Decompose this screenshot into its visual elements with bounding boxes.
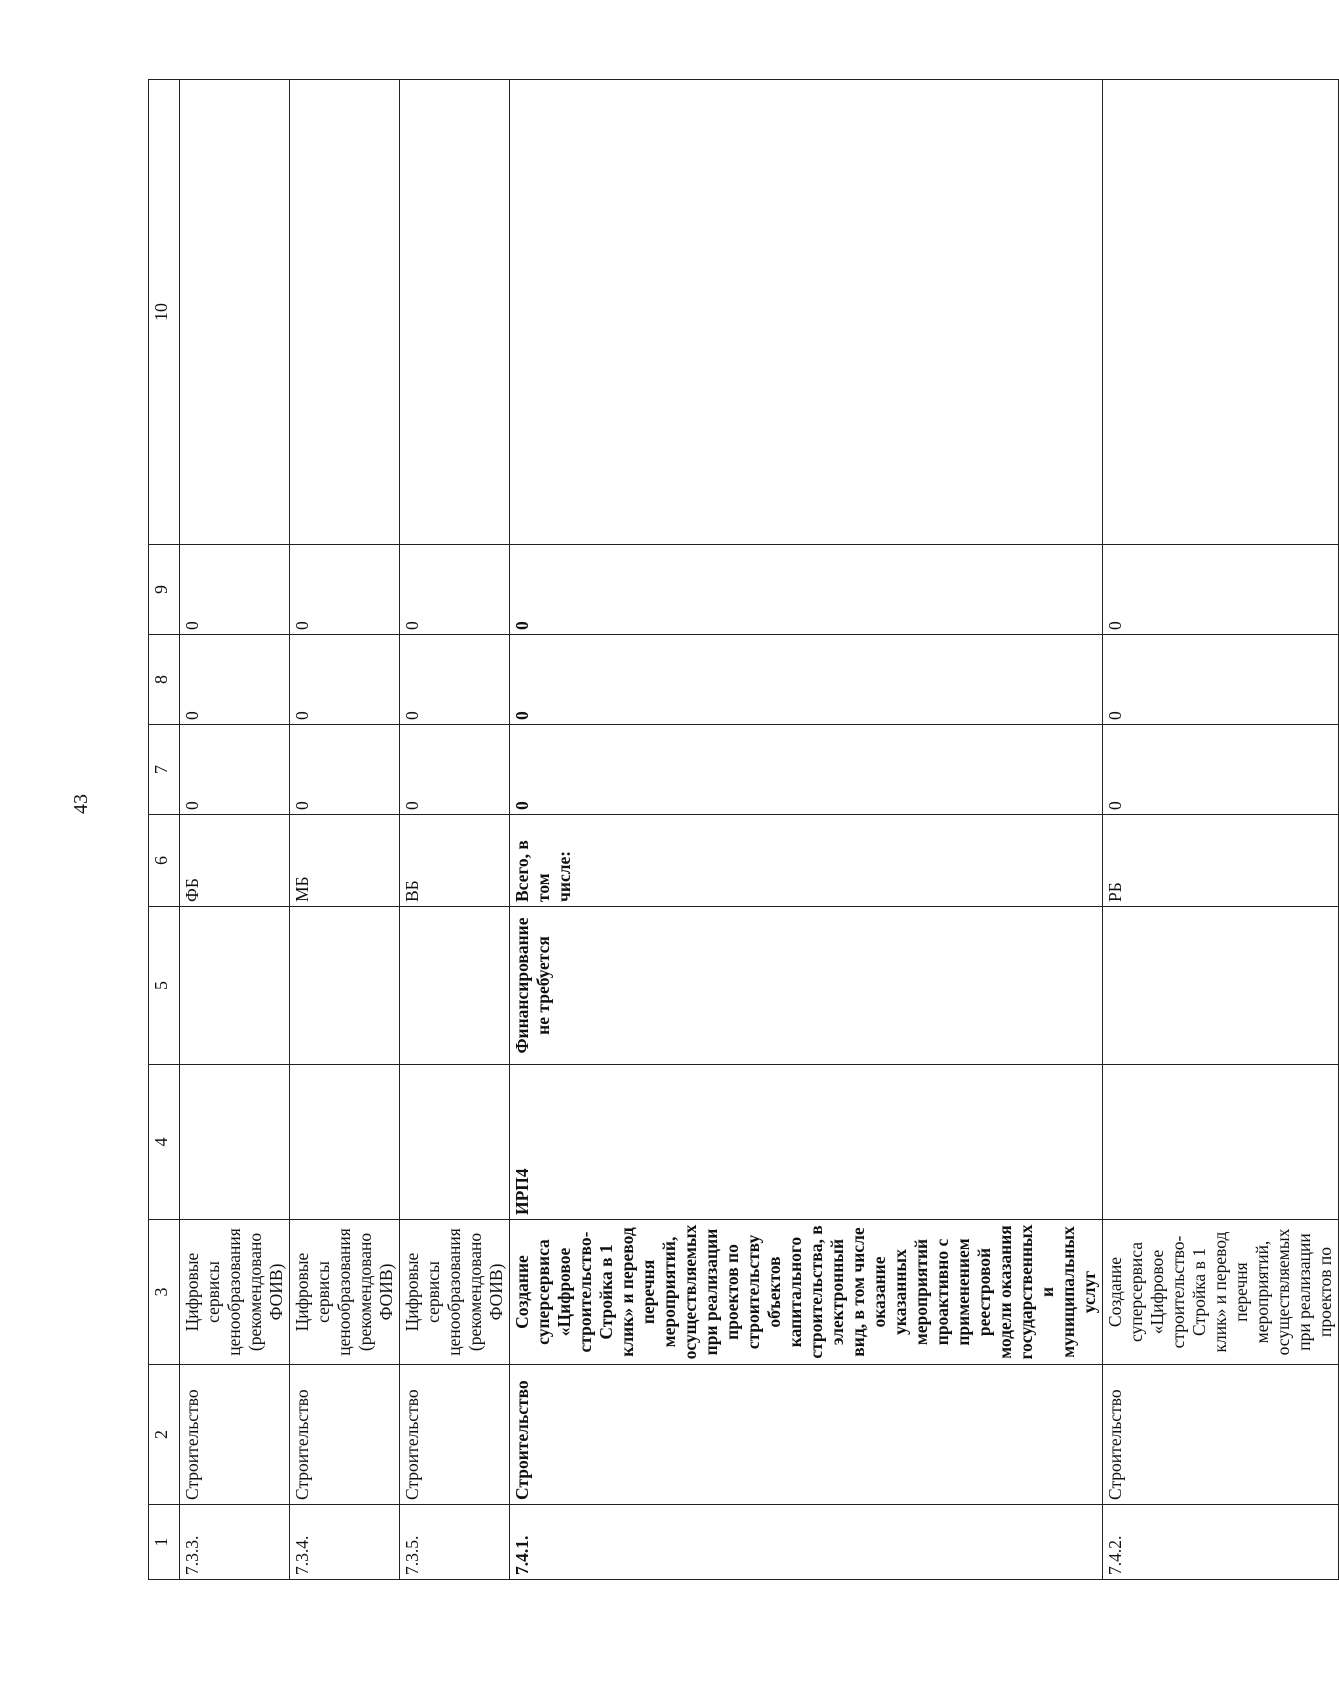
col-header-6: 6 — [149, 815, 180, 907]
table-row — [1103, 80, 1339, 1580]
cell-code — [290, 1065, 400, 1220]
cell-number: 7.4.2. — [1103, 1505, 1339, 1580]
cell-description: Создание суперсервиса «Цифровое строительство-Стройка в 1 клик» и перевод перечня мероприятий, осуществляемых при реализации проектов по — [1103, 1220, 1339, 1365]
cell-sector: Строительство — [1103, 1365, 1339, 1505]
col-header-9: 9 — [149, 545, 180, 635]
cell-value-8: 0 — [290, 635, 400, 725]
col-header-8: 8 — [149, 635, 180, 725]
cell-financing: Финансирование не требуется — [510, 907, 1103, 1065]
cell-code — [1103, 1065, 1339, 1220]
cell-value-10 — [180, 80, 290, 545]
cell-value-8: 0 — [180, 635, 290, 725]
col-header-10: 10 — [149, 80, 180, 545]
cell-value-9: 0 — [400, 545, 510, 635]
cell-description: Цифровые сервисы ценообразования (рекомендовано ФОИВ) — [400, 1220, 510, 1365]
cell-value-8: 0 — [400, 635, 510, 725]
col-header-3: 3 — [149, 1220, 180, 1365]
cell-value-8: 0 — [510, 635, 1103, 725]
cell-value-10 — [290, 80, 400, 545]
cell-budget: МБ — [290, 815, 400, 907]
cell-value-9: 0 — [510, 545, 1103, 635]
table-row — [180, 80, 290, 1580]
cell-sector: Строительство — [400, 1365, 510, 1505]
cell-code — [400, 1065, 510, 1220]
cell-budget: ВБ — [400, 815, 510, 907]
data-table — [148, 79, 1339, 1580]
cell-description: Создание суперсервиса «Цифровое строительство-Стройка в 1 клик» и перевод перечня мероприятий, осуществляемых при реализации проектов по строительству объектов капитального строительства, в электронный вид, в том числе оказание указанных мероприятий проактивно с применением реестровой модели оказания государственных и муниципальных услуг — [510, 1220, 1103, 1365]
col-header-2: 2 — [149, 1365, 180, 1505]
cell-number: 7.3.3. — [180, 1505, 290, 1580]
cell-sector: Строительство — [180, 1365, 290, 1505]
cell-value-7: 0 — [400, 725, 510, 815]
cell-budget: РБ — [1103, 815, 1339, 907]
col-header-5: 5 — [149, 907, 180, 1065]
header-row — [149, 80, 180, 1580]
cell-description: Цифровые сервисы ценообразования (рекомендовано ФОИВ) — [180, 1220, 290, 1365]
cell-description: Цифровые сервисы ценообразования (рекомендовано ФОИВ) — [290, 1220, 400, 1365]
cell-sector: Строительство — [510, 1365, 1103, 1505]
cell-value-7: 0 — [180, 725, 290, 815]
cell-budget: Всего, в том числе: — [510, 815, 1103, 907]
cell-value-7: 0 — [1103, 725, 1339, 815]
cell-sector: Строительство — [290, 1365, 400, 1505]
cell-financing — [400, 907, 510, 1065]
cell-value-10 — [510, 80, 1103, 545]
cell-value-7: 0 — [510, 725, 1103, 815]
cell-financing — [290, 907, 400, 1065]
cell-value-8: 0 — [1103, 635, 1339, 725]
cell-number: 7.3.5. — [400, 1505, 510, 1580]
cell-number: 7.3.4. — [290, 1505, 400, 1580]
table-row — [400, 80, 510, 1580]
page-number: 43 — [70, 794, 92, 814]
table-row — [290, 80, 400, 1580]
cell-financing — [1103, 907, 1339, 1065]
col-header-4: 4 — [149, 1065, 180, 1220]
cell-value-9: 0 — [180, 545, 290, 635]
cell-code: ИРП4 — [510, 1065, 1103, 1220]
table-row — [510, 80, 1103, 1580]
rotated-table-container — [148, 80, 1335, 1580]
cell-value-9: 0 — [290, 545, 400, 635]
cell-code — [180, 1065, 290, 1220]
cell-value-7: 0 — [290, 725, 400, 815]
cell-value-10 — [400, 80, 510, 545]
col-header-1: 1 — [149, 1505, 180, 1580]
cell-financing — [180, 907, 290, 1065]
cell-budget: ФБ — [180, 815, 290, 907]
col-header-7: 7 — [149, 725, 180, 815]
cell-number: 7.4.1. — [510, 1505, 1103, 1580]
cell-value-9: 0 — [1103, 545, 1339, 635]
cell-value-10 — [1103, 80, 1339, 545]
